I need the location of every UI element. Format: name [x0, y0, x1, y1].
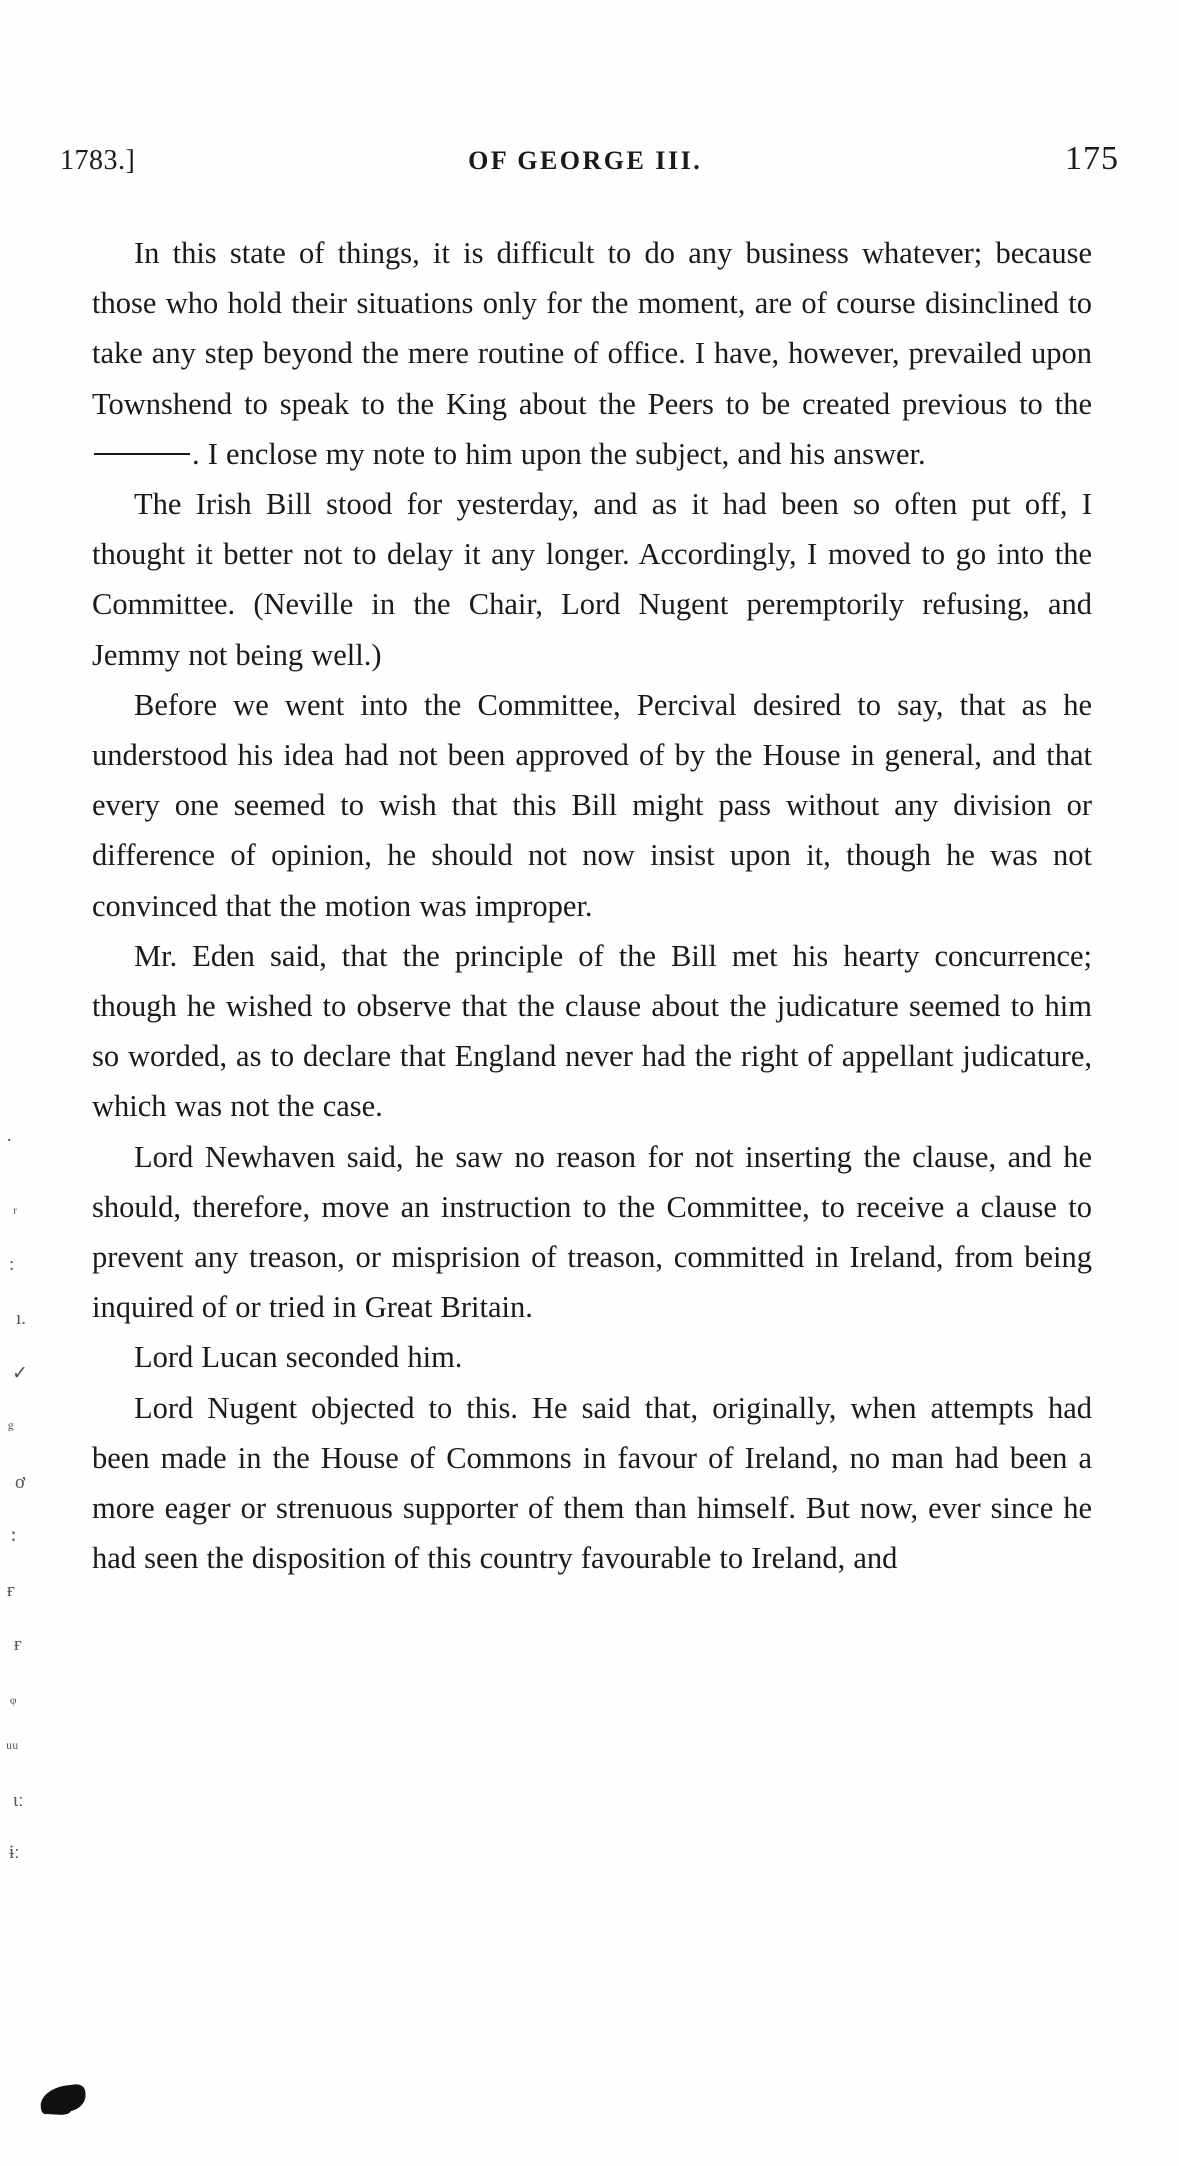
paragraph-7: Lord Nugent objected to this. He said that, originally, when attempts had been made in the House of Commons in favour of Ireland, no man had been a more eager or strenuous supporter of them than himself. But now, ever since he had seen the disposition of this country favourable to Ireland, and	[92, 1390, 1092, 1576]
margin-artifact: ᵍ	[8, 1418, 14, 1439]
margin-artifact: ғ	[14, 1634, 22, 1655]
paragraph-1	[92, 228, 1092, 479]
margin-artifact: ᵩ	[10, 1686, 17, 1707]
paragraph-2: The Irish Bill stood for yesterday, and as it had been so often put off, I thought it better not to delay it any longer. Accordingly, I moved to go into the Committee. (Neville in the Chair, Lord Nugent peremptorily refusing, and Jemmy not being well.)	[92, 487, 1092, 672]
running-head	[60, 140, 1119, 180]
redaction-rule	[94, 453, 190, 455]
running-head-year: 1783.]	[60, 145, 136, 176]
paragraph-3: Before we went into the Committee, Percival desired to say, that as he understood his idea had not been approved of by the House in general, and that every one seemed to wish that this Bill might pass without any division or difference of opinion, he should not now insist upon it, though he was not convinced that the motion was improper.	[92, 687, 1092, 923]
margin-artifact: ı.	[16, 1308, 27, 1329]
page-number: 175	[1065, 140, 1119, 177]
margin-scan-artifacts	[0, 1130, 60, 1930]
paragraph-4: Mr. Eden said, that the principle of the Bill met his hearty concurrence; though he wished to observe that the clause about the judicature seemed to him so worded, as to declare that England never had the right of appellant judicature, which was not the case.	[92, 938, 1092, 1124]
margin-artifact: ✓	[12, 1363, 28, 1384]
margin-artifact: ᵣ	[13, 1196, 18, 1217]
margin-artifact: ơ	[15, 1472, 26, 1493]
paragraph-6: Lord Lucan seconded him.	[134, 1340, 463, 1375]
paragraph-1-part-a: In this state of things, it is difficult to do any business whatever; because those who hold their situations only for the moment, are of course disinclined to take any step beyond the mere routine of office. I have, however, prevailed upon Townshend to speak to the King about the Peers to be created previous to the	[92, 236, 1092, 421]
margin-artifact: ·	[6, 1130, 13, 1151]
running-head-title: OF GEORGE III.	[468, 146, 703, 175]
margin-artifact: ғ	[7, 1580, 15, 1601]
margin-artifact: ɩː	[13, 1790, 24, 1811]
margin-artifact: :	[9, 1254, 15, 1275]
paragraph-5: Lord Newhaven said, he saw no reason for not inserting the clause, and he should, therefore, move an instruction to the Committee, to receive a clause to prevent any treason, or misprision of treason, committed in Ireland, from being inquired of or tried in Great Britain.	[92, 1139, 1092, 1325]
margin-artifact: ∶	[11, 1527, 16, 1548]
margin-artifact: ɨː	[9, 1842, 20, 1863]
body-text	[92, 228, 1092, 1583]
ink-blot-artifact	[39, 2083, 88, 2114]
paragraph-1-part-b: . I enclose my note to him upon the subject, and his answer.	[192, 436, 926, 471]
margin-artifact: ᵘᵘ	[6, 1738, 19, 1759]
